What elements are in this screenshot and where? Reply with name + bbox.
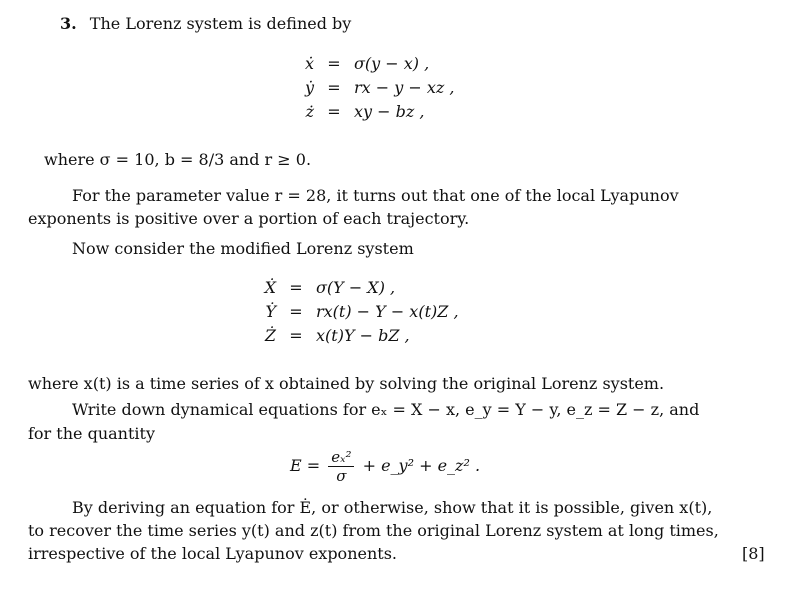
equation-rhs: xy − bz , xyxy=(354,102,425,121)
fraction-numerator: eₓ² xyxy=(328,448,354,467)
paragraph-3-line-2: for the quantity xyxy=(28,424,155,443)
time-series-definition: where x(t) is a time series of x obtained by solving the original Lorenz system. xyxy=(28,374,665,393)
energy-fraction xyxy=(328,448,354,485)
equation-rhs: x(t)Y − bZ , xyxy=(316,326,410,345)
parameter-definition: where σ = 10, b = 8/3 and r ≥ 0. xyxy=(44,150,312,169)
modified-lorenz-equations xyxy=(252,276,459,348)
lorenz-equations xyxy=(290,52,455,124)
equation-rhs: rx(t) − Y − x(t)Z , xyxy=(316,302,459,321)
question-intro: The Lorenz system is defined by xyxy=(89,14,352,33)
modified-equation-row xyxy=(252,276,459,300)
lorenz-equation-row xyxy=(290,100,455,124)
energy-equation xyxy=(290,446,480,490)
energy-rest: + e_y² + e_z² . xyxy=(362,456,481,475)
modified-equation-row xyxy=(252,324,459,348)
paragraph-3-line-1: Write down dynamical equations for eₓ = X − x, e_y = Y − y, e_z = Z − z, and xyxy=(72,400,700,419)
equals-sign: = xyxy=(289,278,303,297)
equals-sign: = xyxy=(327,78,341,97)
question-number: 3. xyxy=(60,14,77,33)
equation-lhs: Ż xyxy=(264,326,276,345)
equals-sign: = xyxy=(289,302,303,321)
lorenz-equation-row xyxy=(290,76,455,100)
paragraph-4-line-3: irrespective of the local Lyapunov exponents. xyxy=(28,544,397,563)
equation-lhs: ẏ xyxy=(304,78,314,97)
equation-rhs: σ(y − x) , xyxy=(354,54,430,73)
equation-lhs: ż xyxy=(305,102,314,121)
energy-lhs: E = xyxy=(290,456,321,475)
equation-rhs: σ(Y − X) , xyxy=(316,278,396,297)
paragraph-4-line-1: By deriving an equation for Ė, or otherwise, show that it is possible, given x(t), xyxy=(72,498,713,517)
equation-lhs: Ẏ xyxy=(265,302,276,321)
paragraph-4-line-2: to recover the time series y(t) and z(t) from the original Lorenz system at long times, xyxy=(28,521,719,540)
paragraph-2: Now consider the modified Lorenz system xyxy=(72,239,414,258)
equals-sign: = xyxy=(289,326,303,345)
marks-badge: [8] xyxy=(742,544,765,563)
lorenz-equation-row xyxy=(290,52,455,76)
equals-sign: = xyxy=(327,102,341,121)
fraction-denominator: σ xyxy=(336,467,347,485)
paragraph-1-line-2: exponents is positive over a portion of each trajectory. xyxy=(28,209,470,228)
equation-rhs: rx − y − xz , xyxy=(354,78,455,97)
question-header xyxy=(60,14,351,34)
equation-lhs: Ẋ xyxy=(264,278,276,297)
equation-lhs: ẋ xyxy=(304,54,314,73)
modified-equation-row xyxy=(252,300,459,324)
paragraph-1-line-1: For the parameter value r = 28, it turns out that one of the local Lyapunov xyxy=(72,186,679,205)
equals-sign: = xyxy=(327,54,341,73)
